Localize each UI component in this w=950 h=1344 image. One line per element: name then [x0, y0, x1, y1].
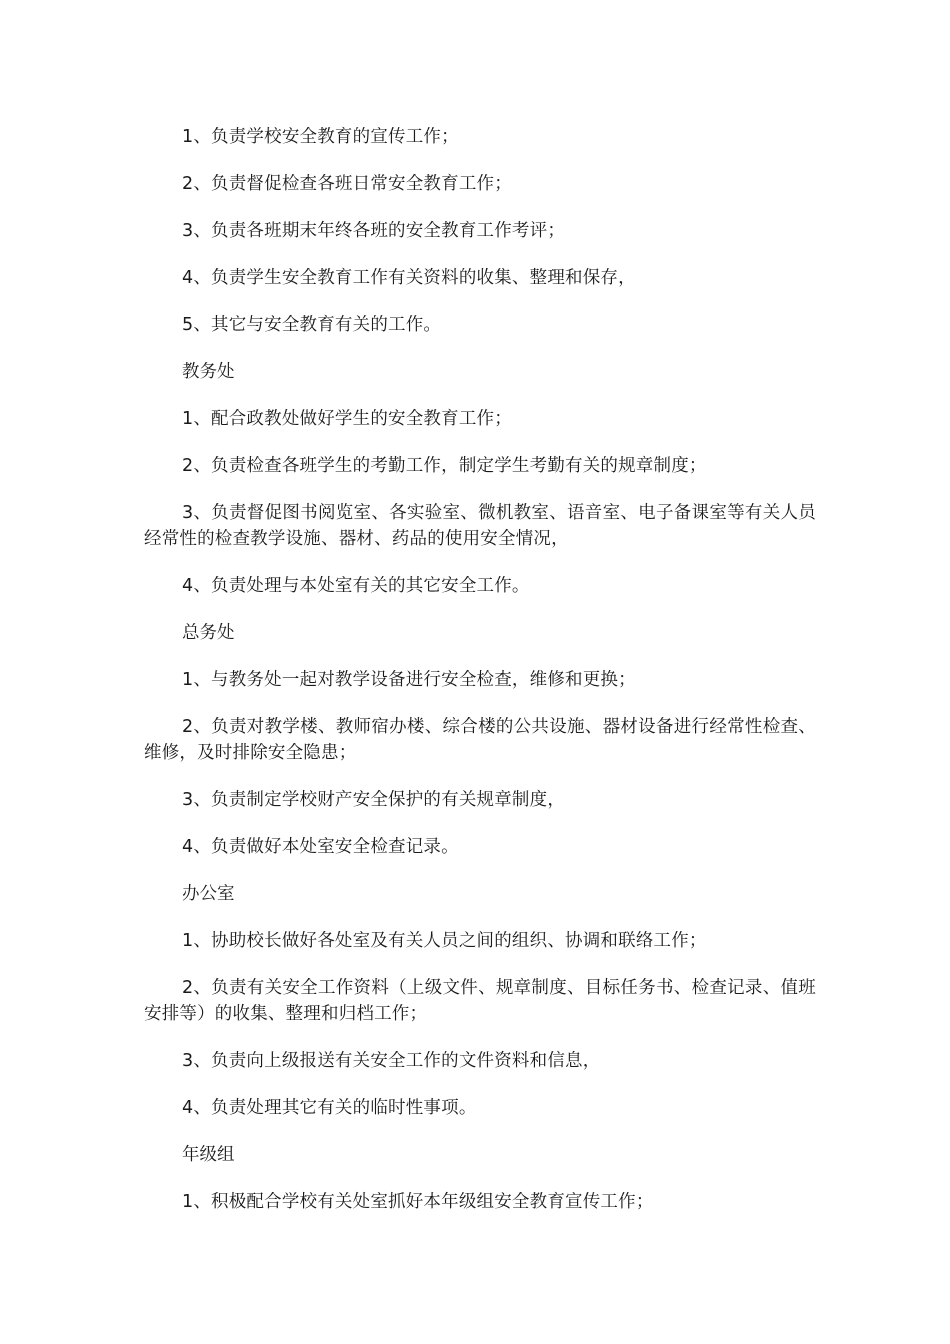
paragraph: 3、负责向上级报送有关安全工作的文件资料和信息，	[182, 1051, 601, 1071]
paragraph: 4、负责处理其它有关的临时性事项。	[182, 1098, 477, 1118]
paragraph: 5、其它与安全教育有关的工作。	[182, 315, 442, 335]
section-heading-jiaowuchu: 教务处	[182, 362, 235, 382]
paragraph: 1、协助校长做好各处室及有关人员之间的组织、协调和联络工作；	[182, 931, 707, 951]
paragraph: 3、负责督促图书阅览室、各实验室、微机教室、语音室、电子备课室等有关人员经常性的检查教学设施、器材、药品的使用安全情况，	[144, 503, 816, 549]
paragraph: 1、配合政教处做好学生的安全教育工作；	[182, 409, 512, 429]
document-body	[144, 124, 816, 1236]
paragraph: 2、负责对教学楼、教师宿办楼、综合楼的公共设施、器材设备进行经常性检查、维修，及时排除安全隐患；	[144, 717, 816, 763]
paragraph: 2、负责检查各班学生的考勤工作，制定学生考勤有关的规章制度；	[182, 456, 707, 476]
paragraph: 1、与教务处一起对教学设备进行安全检查，维修和更换；	[182, 670, 636, 690]
paragraph: 3、负责各班期末年终各班的安全教育工作考评；	[182, 221, 566, 241]
paragraph: 4、负责做好本处室安全检查记录。	[182, 837, 459, 857]
paragraph: 4、负责处理与本处室有关的其它安全工作。	[182, 576, 530, 596]
section-heading-zongwuchu: 总务处	[182, 623, 235, 643]
paragraph: 4、负责学生安全教育工作有关资料的收集、整理和保存，	[182, 268, 636, 288]
paragraph: 2、负责有关安全工作资料（上级文件、规章制度、目标任务书、检查记录、值班安排等）的收集、整理和归档工作；	[144, 978, 816, 1024]
paragraph: 3、负责制定学校财产安全保护的有关规章制度，	[182, 790, 566, 810]
section-heading-nianjizu: 年级组	[182, 1145, 235, 1165]
paragraph: 1、积极配合学校有关处室抓好本年级组安全教育宣传工作；	[182, 1192, 654, 1212]
section-heading-bangongshi: 办公室	[182, 884, 235, 904]
paragraph: 1、负责学校安全教育的宣传工作；	[182, 127, 459, 147]
paragraph: 2、负责督促检查各班日常安全教育工作；	[182, 174, 512, 194]
